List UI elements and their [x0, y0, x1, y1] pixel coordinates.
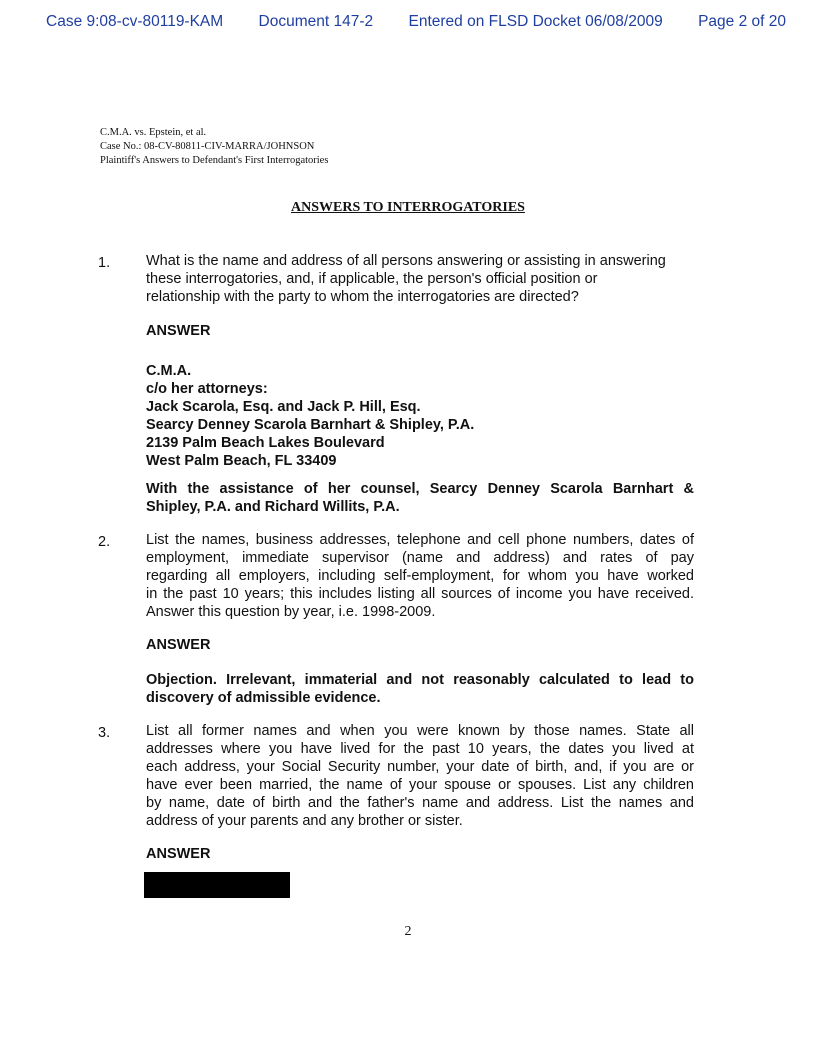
question-line: employment, immediate supervisor (name and address) and rates of pay [146, 550, 694, 566]
answer-1 [146, 362, 698, 470]
question-line: these interrogatories, and, if applicable, the person's official position or [146, 271, 598, 287]
page-number: 2 [404, 924, 412, 939]
answer-line: Shipley, P.A. and Richard Willits, P.A. [146, 499, 400, 515]
item-number: 1. [98, 255, 111, 271]
answer-line: Objection. Irrelevant, immaterial and not reasonably calculated to lead to [146, 672, 694, 688]
page-title: ANSWERS TO INTERROGATORIES [291, 200, 525, 215]
item-number: 2. [98, 534, 111, 550]
question-2 [146, 531, 694, 621]
answer-line: discovery of admissible evidence. [146, 690, 381, 706]
question-line: relationship with the party to whom the interrogatories are directed? [146, 289, 579, 305]
question-1 [146, 252, 694, 306]
case-number: Case 9:08-cv-80119-KAM [46, 13, 224, 30]
question-line: have ever been married, the name of your spouse or spouses. List any children [146, 777, 694, 793]
docket-header [46, 13, 786, 31]
document-number: Document 147-2 [258, 13, 374, 30]
answer-line: With the assistance of her counsel, Searcy Denney Scarola Barnhart & [146, 481, 694, 497]
caption-line: C.M.A. vs. Epstein, et al. [100, 127, 207, 138]
answer-2 [146, 671, 694, 707]
question-line: Answer this question by year, i.e. 1998-2009. [146, 604, 436, 620]
question-line: address of your parents and any brother or sister. [146, 813, 463, 829]
question-line: in the past 10 years; this includes listing all sources of income you have received. [146, 586, 694, 602]
page-indicator: Page 2 of 20 [698, 13, 786, 30]
case-caption [100, 126, 328, 168]
item-number: 3. [98, 725, 111, 741]
answer-line: Searcy Denney Scarola Barnhart & Shipley, P.A. [146, 417, 475, 433]
docket-entry: Entered on FLSD Docket 06/08/2009 [408, 13, 663, 30]
question-line: List the names, business addresses, telephone and cell phone numbers, dates of [146, 532, 694, 548]
question-line: regarding all employers, including self-employment, for whom you have worked [146, 568, 694, 584]
answer-line: Jack Scarola, Esq. and Jack P. Hill, Esq. [146, 399, 421, 415]
redaction-block [144, 872, 290, 898]
question-line: each address, your Social Security number, your date of birth, and, if you are or [146, 759, 694, 775]
answer-line: c/o her attorneys: [146, 381, 268, 397]
question-line: addresses where you have lived for the past 10 years, the dates you lived at [146, 741, 694, 757]
answer-label: ANSWER [146, 846, 211, 862]
answer-line: 2139 Palm Beach Lakes Boulevard [146, 435, 385, 451]
caption-line: Case No.: 08-CV-80811-CIV-MARRA/JOHNSON [100, 141, 315, 152]
assistance-note [146, 480, 694, 516]
answer-label: ANSWER [146, 637, 211, 653]
answer-label: ANSWER [146, 323, 211, 339]
question-line: List all former names and when you were known by those names. State all [146, 723, 694, 739]
caption-line: Plaintiff's Answers to Defendant's First Interrogatories [100, 155, 329, 166]
answer-line: C.M.A. [146, 363, 192, 379]
answer-line: West Palm Beach, FL 33409 [146, 453, 337, 469]
question-line: by name, date of birth and the father's name and address. List the names and [146, 795, 694, 811]
question-3 [146, 722, 694, 830]
question-line: What is the name and address of all persons answering or assisting in answering [146, 253, 666, 269]
